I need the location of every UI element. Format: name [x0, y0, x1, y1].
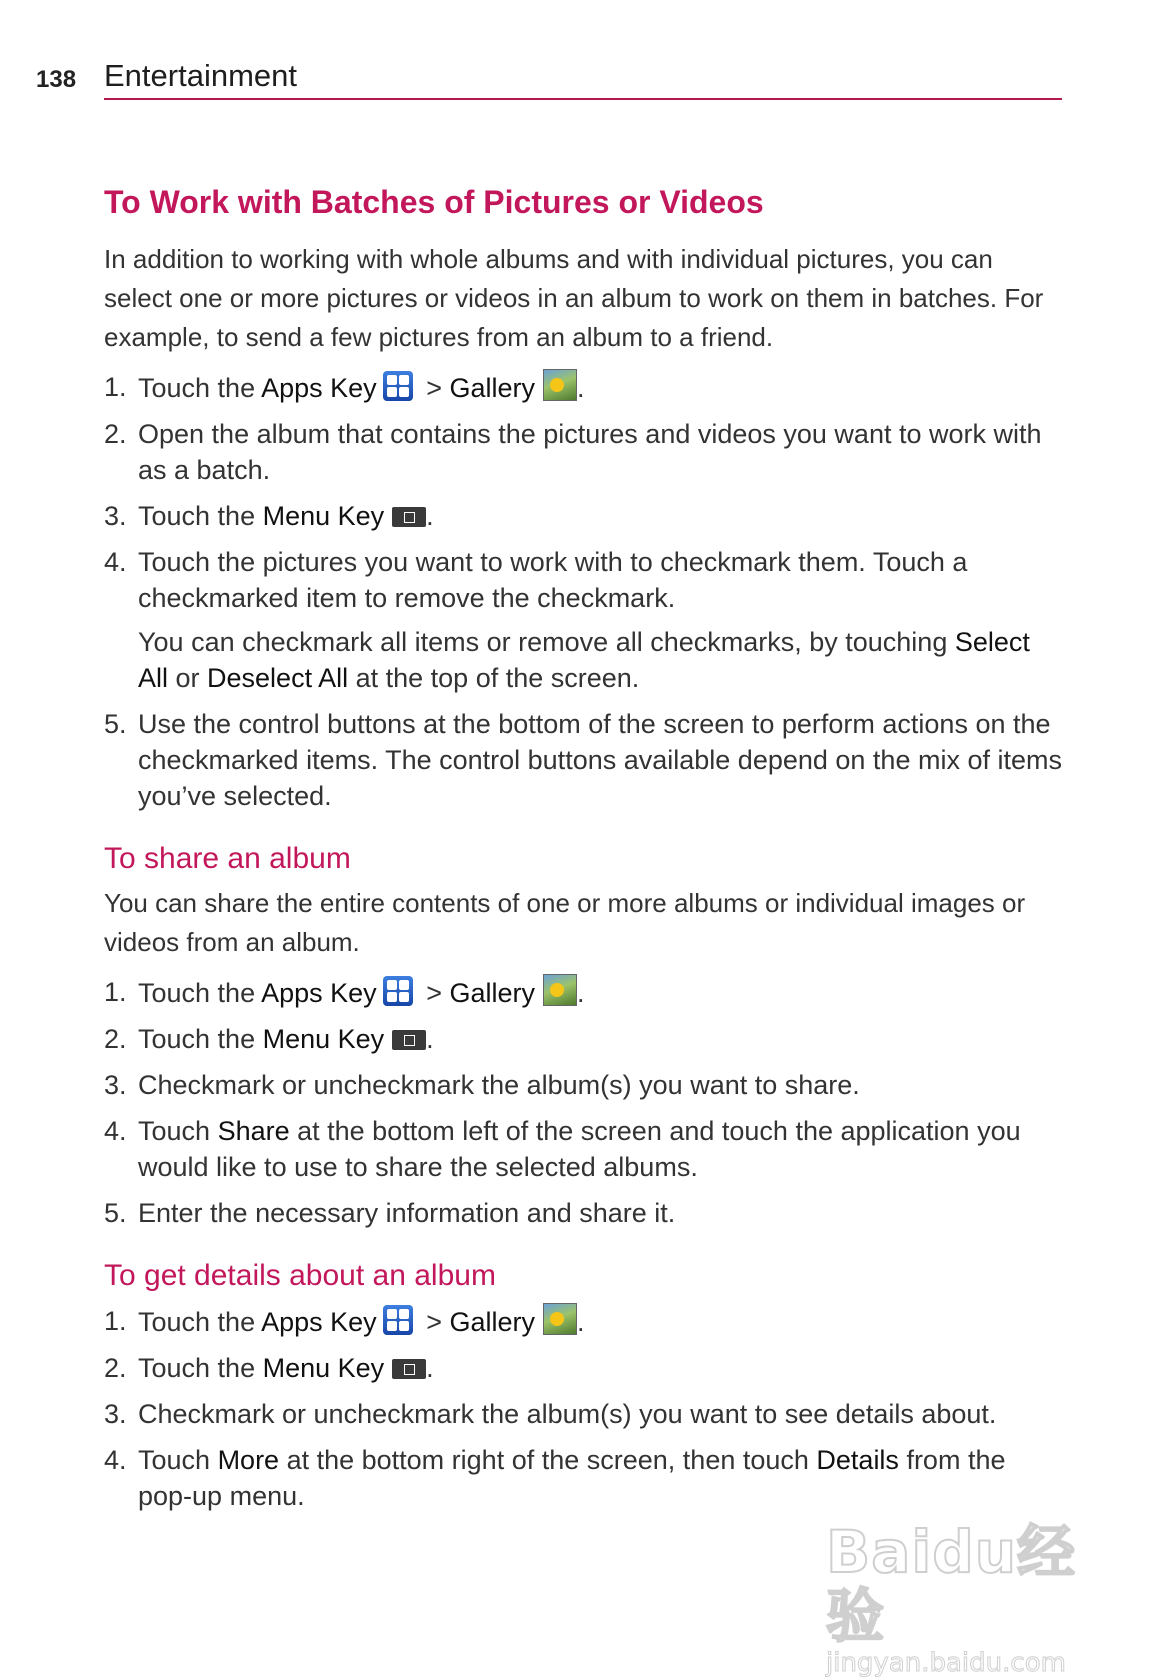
page-content [104, 182, 1062, 1514]
watermark-logo: Baidu经验 [826, 1518, 1077, 1650]
list-item: 4. Touch More at the bottom right of the screen, then touch Details from the pop-up menu. [104, 1445, 1006, 1511]
section-intro-share: You can share the entire contents of one or more albums or individual images or videos from an album. [104, 888, 1026, 957]
steps-list-share [104, 974, 1062, 1231]
list-item: 5. Enter the necessary information and share it. [104, 1198, 676, 1228]
chapter-title: Entertainment [104, 58, 297, 93]
list-item: 2. Touch the Menu Key . [104, 1353, 434, 1383]
list-item: 5. Use the control buttons at the bottom of the screen to perform actions on the checkmarked items. The control buttons available depend on the mix of items you’ve selected. [104, 709, 1062, 811]
steps-list-details [104, 1303, 1062, 1514]
list-item: 4. Touch the pictures you want to work with to checkmark them. Touch a checkmarked item to remove the checkmark. [104, 547, 968, 613]
apps-key-icon [383, 1305, 413, 1335]
list-item: 3. Touch the Menu Key . [104, 501, 434, 531]
list-item: 4. Touch Share at the bottom left of the screen and touch the application you would like to use to share the selected albums. [104, 1116, 1021, 1182]
page-number: 138 [36, 66, 77, 93]
menu-key-icon [392, 1359, 426, 1379]
list-item: 3. Checkmark or uncheckmark the album(s) you want to share. [104, 1070, 860, 1100]
watermark-url: jingyan.baidu.com [826, 1648, 1066, 1678]
header-divider [104, 98, 1062, 100]
gallery-icon [543, 1303, 577, 1335]
list-item: 2. Touch the Menu Key . [104, 1024, 434, 1054]
step-note: You can checkmark all items or remove all checkmarks, by touching Select All or Deselect All at the top of the screen. [138, 627, 1030, 693]
steps-list-batches [104, 369, 1062, 616]
list-item: 1. Touch the Apps Key > Gallery . [104, 369, 1062, 406]
section-heading-details: To get details about an album [104, 1259, 496, 1292]
gallery-icon [543, 974, 577, 1006]
section-heading-share: To share an album [104, 842, 351, 875]
gallery-icon [543, 369, 577, 401]
steps-list-batches-cont [104, 706, 1062, 814]
section-heading-batches: To Work with Batches of Pictures or Videos [104, 184, 764, 220]
apps-key-icon [383, 371, 413, 401]
baidu-watermark [826, 1518, 1096, 1678]
menu-key-icon [392, 507, 426, 527]
list-item: 2. Open the album that contains the pictures and videos you want to work with as a batch. [104, 419, 1042, 485]
menu-key-icon [392, 1030, 426, 1050]
list-item: 1. Touch the Apps Key > Gallery . [104, 1303, 1062, 1340]
list-item: 3. Checkmark or uncheckmark the album(s) you want to see details about. [104, 1399, 997, 1429]
section-intro-batches: In addition to working with whole albums and with individual pictures, you can select one or more pictures or videos in an album to work on them in batches. For example, to send a few pictures from an album to a friend. [104, 244, 1044, 352]
list-item: 1. Touch the Apps Key > Gallery . [104, 974, 1062, 1011]
apps-key-icon [383, 976, 413, 1006]
